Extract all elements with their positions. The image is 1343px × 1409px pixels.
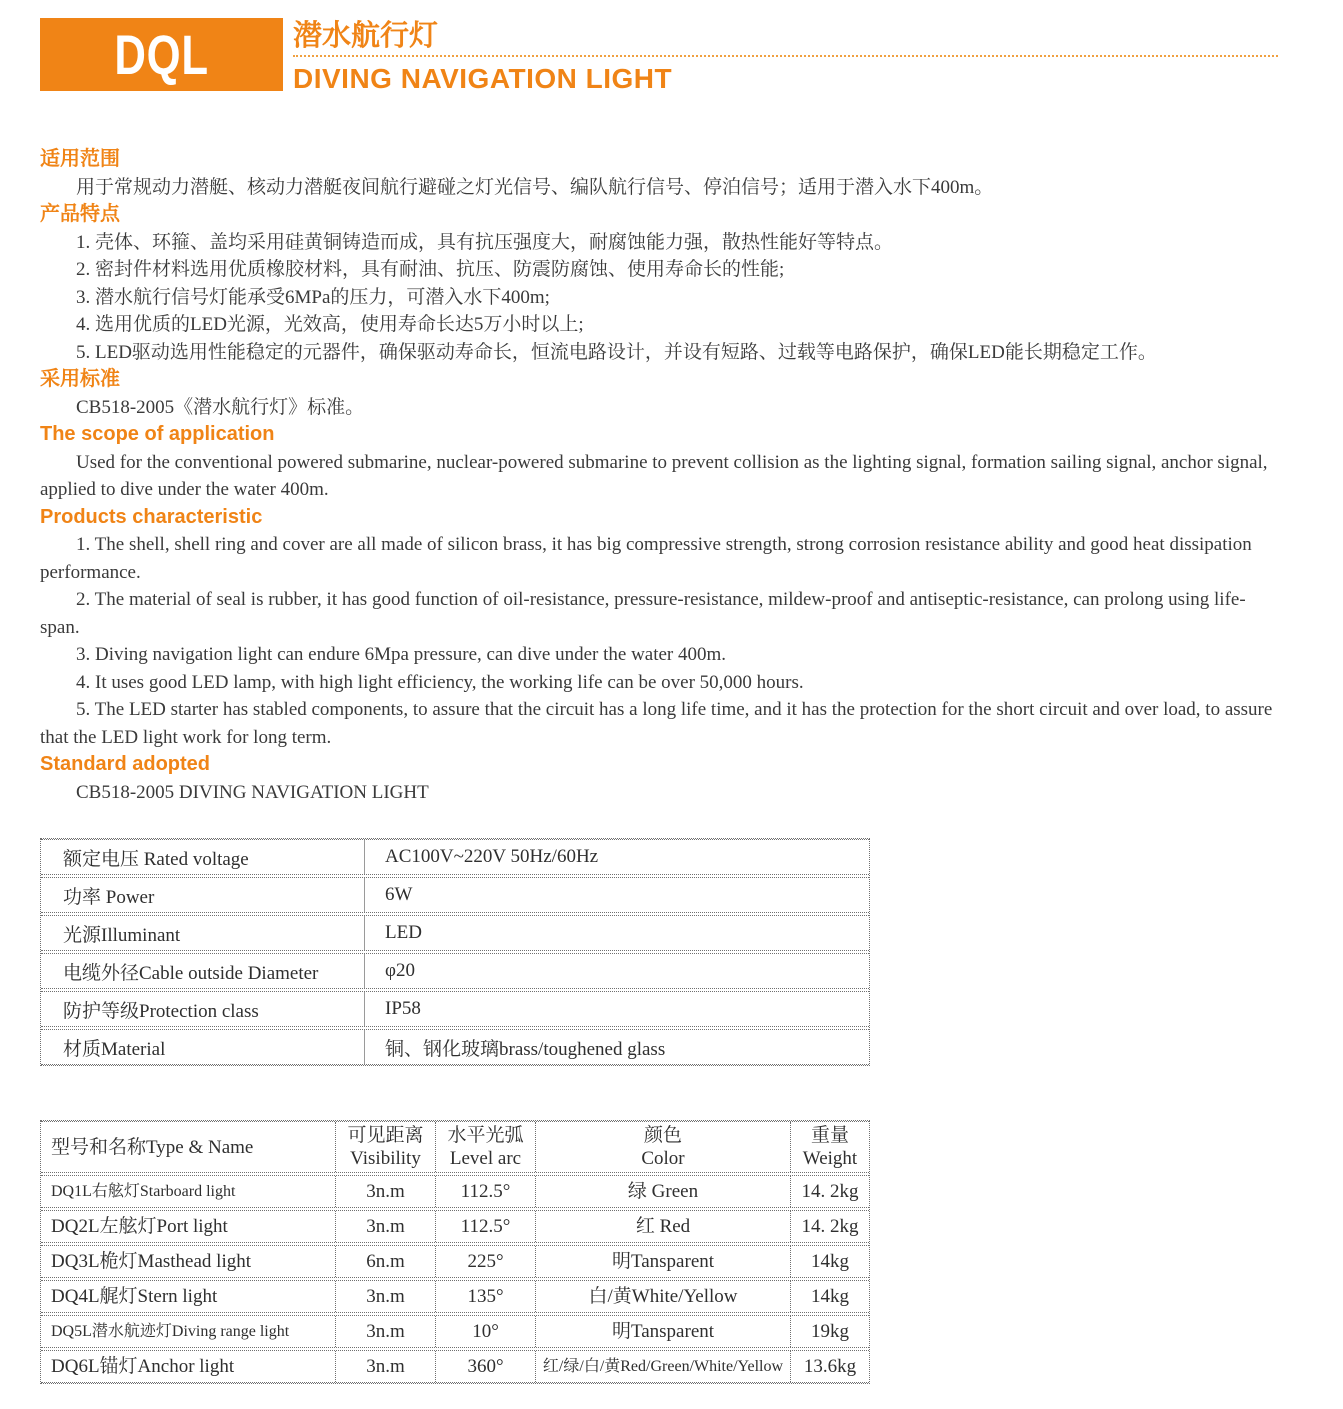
- color-cell: 明Tansparent: [535, 1246, 790, 1277]
- feature-item-en: 2. The material of seal is rubber, it has good function of oil-resistance, pressure-resistance, mildew-proof and antiseptic-resistance, can prolong using life-span.: [40, 589, 1246, 638]
- feature-item-en: 4. It uses good LED lamp, with high light efficiency, the working life can be over 50,000 hours.: [76, 671, 804, 693]
- header-label-en: Level arc: [449, 1148, 522, 1169]
- section-heading-scope-en: The scope of application: [40, 423, 275, 445]
- type-table-row: [41, 1315, 869, 1348]
- dql-logo-text: DQL: [114, 22, 209, 86]
- feature-item-en: 5. The LED starter has stabled components, to assure that the circuit has a long life time, and it has the protection for the short circuit and over load, to assure that the LED light work for long term.: [40, 699, 1273, 748]
- type-name-cell: DQ2L左舷灯Port light: [51, 1216, 228, 1237]
- visibility-cell: 3n.m: [335, 1316, 435, 1347]
- type-name-cell: DQ6L锚灯Anchor light: [51, 1356, 235, 1377]
- feature-item-zh: 3. 潜水航行信号灯能承受6MPa的压力，可潜入水下400m;: [76, 286, 550, 308]
- level-arc-cell: 112.5°: [435, 1176, 535, 1207]
- color-cell: 红/绿/白/黄Red/Green/White/Yellow: [535, 1351, 790, 1382]
- feature-item-zh: 1. 壳体、环箍、盖均采用硅黄铜铸造而成，具有抗压强度大，耐腐蚀能力强，散热性能好等特点。: [76, 231, 894, 253]
- type-name-cell: DQ5L潜水航迹灯Diving range light: [51, 1323, 290, 1340]
- type-table-row: [41, 1280, 869, 1313]
- section-heading-scope-zh: 适用范围: [40, 148, 120, 170]
- weight-cell: 14kg: [790, 1281, 869, 1312]
- level-arc-cell: 135°: [435, 1281, 535, 1312]
- spec-value: φ20: [385, 960, 415, 981]
- spec-label: 防护等级Protection class: [41, 992, 365, 1026]
- feature-item-en: 1. The shell, shell ring and cover are all made of silicon brass, it has big compressive strength, strong corrosion resistance ability and good heat dissipation performance.: [40, 534, 1252, 583]
- spec-label: 光源Illuminant: [41, 916, 365, 950]
- type-table-row: [41, 1175, 869, 1208]
- type-table-row: [41, 1210, 869, 1243]
- header-label-en: Weight: [802, 1148, 858, 1169]
- spec-value: IP58: [385, 998, 421, 1019]
- type-name-cell: DQ3L桅灯Masthead light: [51, 1251, 252, 1272]
- header-label-zh: 颜色: [643, 1125, 682, 1146]
- spec-table-row: [41, 953, 869, 989]
- spec-table: [40, 838, 870, 1066]
- spec-label: 功率 Power: [41, 878, 365, 912]
- spec-table-row: [41, 877, 869, 913]
- spec-label: 材质Material: [41, 1030, 365, 1064]
- standard-en-paragraph: CB518-2005 DIVING NAVIGATION LIGHT: [76, 781, 429, 803]
- color-cell: 绿 Green: [535, 1176, 790, 1207]
- visibility-cell: 3n.m: [335, 1281, 435, 1312]
- spec-value: LED: [385, 922, 422, 943]
- level-arc-cell: 225°: [435, 1246, 535, 1277]
- scope-en-paragraph: Used for the conventional powered submarine, nuclear-powered submarine to prevent collision as the lighting signal, formation sailing signal, anchor signal, applied to dive under the water 400m.: [40, 451, 1268, 500]
- visibility-cell: 3n.m: [335, 1176, 435, 1207]
- type-name-cell: DQ4L艉灯Stern light: [51, 1286, 218, 1307]
- visibility-cell: 3n.m: [335, 1351, 435, 1382]
- page-title-zh: 潜水航行灯: [293, 20, 439, 52]
- type-table: [40, 1120, 870, 1384]
- type-table-header-cell: [790, 1122, 869, 1172]
- page-title-en: DIVING NAVIGATION LIGHT: [293, 63, 673, 94]
- level-arc-cell: 10°: [435, 1316, 535, 1347]
- features-en-list: [40, 531, 1278, 751]
- feature-item-zh: 2. 密封件材料选用优质橡胶材料，具有耐油、抗压、防震防腐蚀、使用寿命长的性能;: [76, 259, 785, 280]
- features-zh-list: [40, 229, 1278, 367]
- header: [40, 18, 1278, 94]
- section-heading-features-en: Products characteristic: [40, 505, 263, 528]
- visibility-cell: 6n.m: [335, 1246, 435, 1277]
- level-arc-cell: 112.5°: [435, 1211, 535, 1242]
- feature-item-en: 3. Diving navigation light can endure 6Mpa pressure, can dive under the water 400m.: [76, 644, 727, 665]
- type-table-row: [41, 1350, 869, 1383]
- color-cell: 白/黄White/Yellow: [535, 1281, 790, 1312]
- header-label-zh: 重量: [810, 1125, 849, 1146]
- weight-cell: 19kg: [790, 1316, 869, 1347]
- type-name-cell: DQ1L右舷灯Starboard light: [51, 1183, 236, 1200]
- spec-value: 铜、钢化玻璃brass/toughened glass: [385, 1038, 666, 1060]
- type-table-header-cell: [435, 1122, 535, 1172]
- spec-table-row: [41, 915, 869, 951]
- color-cell: 明Tansparent: [535, 1316, 790, 1347]
- standard-zh-paragraph: CB518-2005《潜水航行灯》标准。: [76, 396, 365, 418]
- feature-item-zh: 5. LED驱动选用性能稳定的元器件，确保驱动寿命长，恒流电路设计，并设有短路、过载等电路保护，确保LED能长期稳定工作。: [76, 341, 1157, 363]
- spec-table-row: [41, 839, 869, 875]
- type-table-header-cell: [335, 1122, 435, 1172]
- spec-value: AC100V~220V 50Hz/60Hz: [385, 846, 599, 867]
- feature-item-zh: 4. 选用优质的LED光源，光效高，使用寿命长达5万小时以上;: [76, 314, 584, 335]
- spec-label: 额定电压 Rated voltage: [41, 840, 365, 874]
- content: [40, 146, 1278, 806]
- color-cell: 红 Red: [535, 1211, 790, 1242]
- header-label-zh: 型号和名称Type & Name: [51, 1136, 254, 1158]
- header-label-zh: 可见距离: [347, 1125, 424, 1146]
- spec-table-row: [41, 1029, 869, 1065]
- spec-label: 电缆外径Cable outside Diameter: [41, 954, 365, 988]
- type-table-header-row: [41, 1121, 869, 1173]
- type-table-row: [41, 1245, 869, 1278]
- title-block: [293, 18, 1278, 94]
- weight-cell: 14. 2kg: [790, 1176, 869, 1207]
- type-table-header-cell: [41, 1122, 335, 1172]
- dql-logo: [40, 18, 283, 91]
- header-label-en: Visibility: [350, 1148, 421, 1169]
- header-label-zh: 水平光弧: [447, 1125, 524, 1146]
- weight-cell: 14kg: [790, 1246, 869, 1277]
- scope-zh-paragraph: 用于常规动力潜艇、核动力潜艇夜间航行避碰之灯光信号、编队航行信号、停泊信号；适用于潜入水下400m。: [76, 176, 994, 198]
- level-arc-cell: 360°: [435, 1351, 535, 1382]
- spec-table-row: [41, 991, 869, 1027]
- section-heading-features-zh: 产品特点: [40, 203, 120, 225]
- type-table-header-cell: [535, 1122, 790, 1172]
- section-heading-standard-en: Standard adopted: [40, 753, 211, 775]
- weight-cell: 13.6kg: [790, 1351, 869, 1382]
- section-heading-standard-zh: 采用标准: [40, 368, 120, 390]
- spec-value: 6W: [385, 884, 413, 905]
- weight-cell: 14. 2kg: [790, 1211, 869, 1242]
- header-label-en: Color: [641, 1148, 685, 1169]
- dotted-divider: [293, 55, 1278, 57]
- visibility-cell: 3n.m: [335, 1211, 435, 1242]
